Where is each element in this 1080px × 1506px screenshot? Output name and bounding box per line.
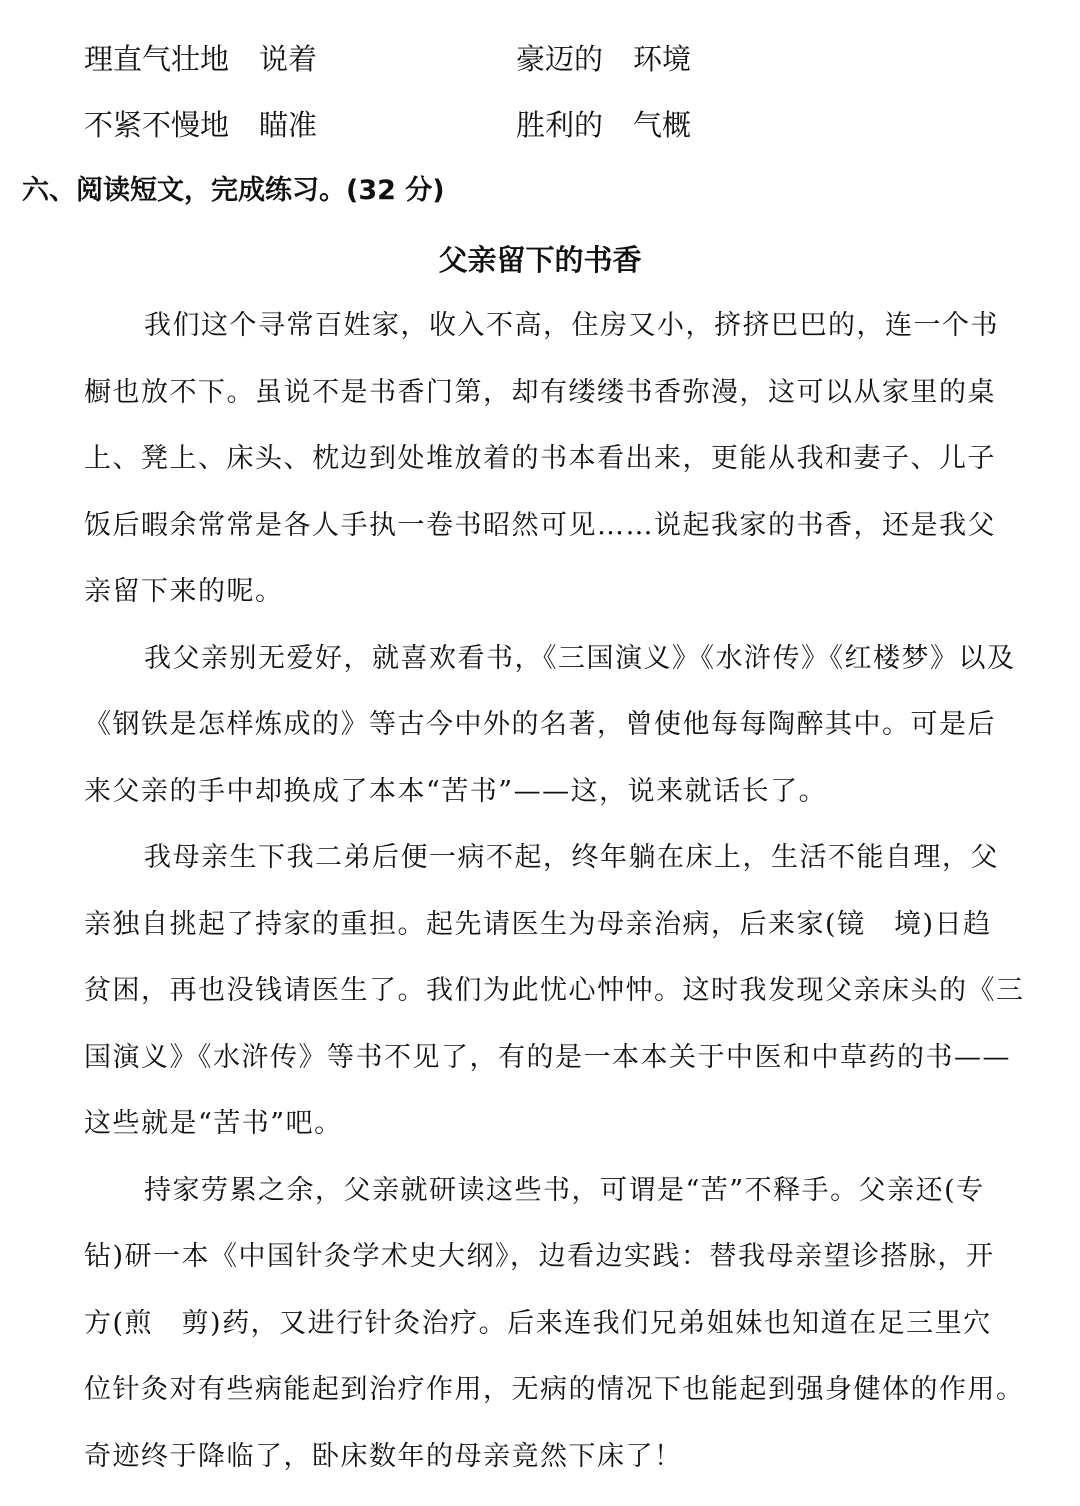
matching-adverb: 理直气壮地 — [84, 42, 230, 76]
matching-right-pair — [516, 34, 691, 84]
article-paragraph-3 — [84, 825, 1046, 1158]
text-line: 我父亲别无爱好，就喜欢看书，《三国演义》《水浒传》《红楼梦》以及 — [144, 642, 1016, 674]
article-body — [84, 293, 1046, 1490]
article-paragraph-1 — [84, 293, 1046, 626]
text-line: 亲留下来的呢。 — [84, 576, 284, 607]
text-line: 贫困，再也没钱请医生了。我们为此忧心忡忡。这时我发现父亲床头的《三 — [84, 975, 1025, 1006]
text-line: 方(煎 剪)药，又进行针灸治疗。后来连我们兄弟姐妹也知道在足三里穴 — [84, 1307, 992, 1339]
text-line: 位针灸对有些病能起到治疗作用，无病的情况下也能起到强身健体的作用。 — [84, 1374, 1025, 1405]
text-line: 钻)研一本《中国针灸学术史大纲》，边看边实践：替我母亲望诊搭脉，开 — [84, 1241, 995, 1272]
matching-verb: 说着 — [259, 42, 318, 76]
text-line: 奇迹终于降临了，卧床数年的母亲竟然下床了！ — [84, 1440, 683, 1472]
matching-left-pair — [84, 100, 317, 150]
text-line: 亲独自挑起了持家的重担。起先请医生为母亲治病，后来家(镜 境)日趋 — [84, 908, 992, 940]
matching-right-pair — [516, 100, 691, 150]
text-line: 橱也放不下。虽说不是书香门第，却有缕缕书香弥漫，这可以从家里的桌 — [84, 376, 996, 408]
text-line: 这些就是“苦书”吧。 — [84, 1108, 343, 1139]
text-line: 饭后暇余常常是各人手执一卷书昭然可见……说起我家的书香，还是我父 — [84, 509, 996, 541]
text-line: 上、凳上、床头、枕边到处堆放着的书本看出来，更能从我和妻子、儿子 — [84, 443, 996, 474]
matching-adverb: 不紧不慢地 — [84, 108, 230, 142]
matching-left-pair — [84, 34, 317, 84]
matching-verb: 瞄准 — [259, 108, 318, 142]
text-line: 我母亲生下我二弟后便一病不起，终年躺在床上，生活不能自理，父 — [144, 842, 999, 873]
text-line: 来父亲的手中却换成了本本“苦书”——这，说来就话长了。 — [84, 775, 828, 807]
matching-noun: 环境 — [633, 42, 692, 76]
section-heading: 六、阅读短文，完成练习。(32 分) — [22, 175, 445, 206]
matching-adjective: 豪迈的 — [516, 42, 604, 76]
article-paragraph-4 — [84, 1158, 1046, 1491]
text-line: 我们这个寻常百姓家，收入不高，住房又小，挤挤巴巴的，连一个书 — [144, 310, 999, 341]
matching-row-2 — [84, 100, 1044, 150]
article-title: 父亲留下的书香 — [438, 243, 642, 277]
matching-noun: 气概 — [633, 108, 692, 142]
text-line: 持家劳累之余，父亲就研读这些书，可谓是“苦”不释手。父亲还(专 — [144, 1174, 985, 1206]
matching-adjective: 胜利的 — [516, 108, 604, 142]
matching-row-1 — [84, 34, 1044, 84]
article-paragraph-2 — [84, 626, 1046, 826]
text-line: 《钢铁是怎样炼成的》等古今中外的名著，曾使他每每陶醉其中。可是后 — [84, 709, 996, 740]
text-line: 国演义》《水浒传》等书不见了，有的是一本本关于中医和中草药的书—— — [84, 1041, 1011, 1073]
